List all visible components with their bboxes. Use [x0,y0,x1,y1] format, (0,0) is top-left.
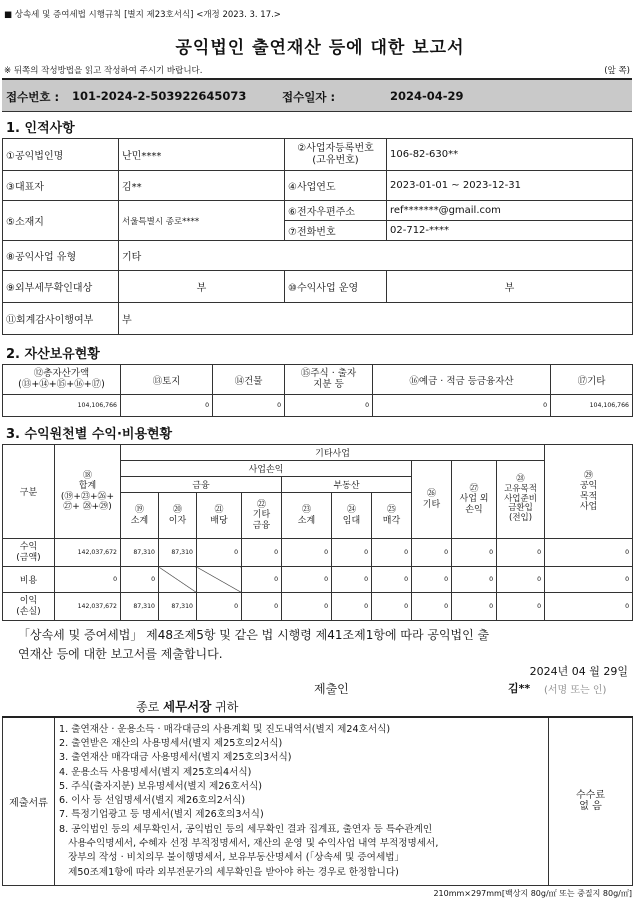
header-non-business: ㉗ 사업 외 손익 [452,461,497,539]
corp-name-label: ①공익법인명 [3,139,119,171]
table-cell: 0 [332,539,372,567]
bizno: 106-82-630** [387,139,633,171]
submit-date: 2024년 04 월 29일 [529,665,628,678]
asset-header-total: ⑫총자산가액 (⑬+⑭+⑮+⑯+⑰) [3,365,121,395]
statement-line-1: 「상속세 및 증여세법」 제48조제5항 및 같은 법 시행령 제41조제1항에 따라 공익법인 출 [18,628,490,642]
representative: 김** [119,171,285,201]
table-cell: 0 [452,539,497,567]
tax-office [136,697,238,715]
phone: 02-712-**** [387,221,633,241]
table-cell: 0 [242,567,282,593]
asset-value-building: 0 [213,395,285,417]
row-expense-label: 비용 [3,567,55,593]
table-cell: 0 [412,567,452,593]
header-etc: ㉖ 기타 [412,461,452,539]
external-audit-label: ⑨외부세무확인대상 [3,271,119,303]
asset-table [2,364,633,417]
header-lease: ㉔ 임대 [332,493,372,539]
asset-value-stock: 0 [285,395,373,417]
phone-label: ⑦전화번호 [285,221,387,241]
corp-name: 난민**** [119,139,285,171]
list-item: 2. 출연받은 재산의 사용명세서(별지 제25호의2서식) [59,737,283,749]
table-cell: 0 [282,539,332,567]
table-cell: 0 [497,539,545,567]
fiscal-year: 2023-01-01 ~ 2023-12-31 [387,171,633,201]
diagonal-cell [197,567,242,593]
business-type: 기타 [119,241,633,271]
section3-title: 3. 수익원천별 수익·비용현황 [6,427,173,442]
income-expense-table [2,444,633,621]
accounting-audit: 부 [119,303,633,335]
list-item: 6. 이사 등 선임명세서(별지 제26호의2서식) [59,795,246,807]
table-cell: 142,037,672 [55,593,121,621]
representative-label: ③대표자 [3,171,119,201]
diagonal-cell [159,567,197,593]
table-cell: 0 [545,593,633,621]
table-cell: 0 [197,593,242,621]
table-cell: 0 [332,567,372,593]
header-real-estate: 부동산 [282,477,412,493]
header-subtotal-real-estate: ㉓ 소계 [282,493,332,539]
asset-value-other: 104,106,766 [551,395,633,417]
profit-business-label: ⑩수익사업 운영 [285,271,387,303]
list-item: 5. 주식(출자지분) 보유명세서(별지 제26호서식) [59,780,263,792]
submitter-name: 김** [508,682,531,695]
table-cell: 0 [372,539,412,567]
table-cell: 0 [197,539,242,567]
external-audit: 부 [119,271,285,303]
list-item: 장부의 작성 · 비치의무 불이행명세서, 보유부동산명세서 (「상속세 및 증여세법」 [59,852,405,864]
table-cell: 0 [242,539,282,567]
fee-note: 수수료 없 음 [549,717,633,885]
page-side-label: (앞 쪽) [604,66,630,76]
receipt-date-label: 접수일자 : [282,90,336,104]
asset-value-financial: 0 [373,395,551,417]
tax-office-suffix: 귀하 [215,700,239,714]
header-gubun: 구분 [3,445,55,539]
personal-info-table [2,138,633,335]
table-cell: 0 [282,567,332,593]
table-cell: 0 [282,593,332,621]
accounting-audit-label: ⑪회계감사이행여부 [3,303,119,335]
email-label: ⑥전자우편주소 [285,201,387,221]
header-interest: ⑳ 이자 [159,493,197,539]
list-item: 1. 출연재산 · 운용소득 · 매각대금의 사용계획 및 진도내역서(별지 제24호서식) [59,723,391,735]
table-cell: 0 [242,593,282,621]
table-cell: 0 [412,539,452,567]
asset-header-financial: ⑯예금 · 적금 등금융자산 [373,365,551,395]
header-finance-other: ㉒ 기타 금융 [242,493,282,539]
bizno-label: ②사업자등록번호 (고유번호) [285,139,387,171]
table-cell: 0 [452,567,497,593]
receipt-number-label: 접수번호 : [6,90,60,104]
receipt-bar [2,78,632,112]
header-subtotal-finance: ⑲ 소계 [121,493,159,539]
table-cell: 0 [121,567,159,593]
statement-line-2: 연재산 등에 대한 보고서를 제출합니다. [18,647,223,661]
header-public-business: ㉙ 공익 목적 사업 [545,445,633,539]
asset-header-other: ⑰기타 [551,365,633,395]
list-item: 7. 특정기업광고 등 명세서(별지 제26호의3서식) [59,809,264,821]
table-cell: 0 [545,567,633,593]
asset-header-building: ⑭건물 [213,365,285,395]
list-item: 3. 출연재산 매각대금 사용명세서(별지 제25호의3서식) [59,752,292,764]
list-item: 8. 공익법인 등의 세무확인서, 공익법인 등의 세무확인 결과 집계표, 출연자 등 특수관계인 [59,823,433,835]
asset-value-land: 0 [121,395,213,417]
address-label: ⑤소재지 [3,201,119,241]
submission-docs-table [2,716,633,886]
table-cell: 87,310 [121,539,159,567]
tax-office-name: 세무서장 [163,699,212,714]
address: 서울특별시 종로**** [119,201,285,241]
profit-business: 부 [387,271,633,303]
asset-value-total: 104,106,766 [3,395,121,417]
table-cell: 0 [452,593,497,621]
email: ref*******@gmail.com [387,201,633,221]
signature-note: (서명 또는 인) [544,685,607,696]
receipt-date: 2024-04-29 [390,89,464,103]
section1-title: 1. 인적사항 [6,121,75,136]
header-total: ⑱ 합계 (⑲+㉓+㉖+ ㉗+ ㉘+㉙) [55,445,121,539]
table-cell: 142,037,672 [55,539,121,567]
submitter-label: 제출인 [314,682,349,696]
form-reference: ■ 상속세 및 증여세법 시행규칙 [별지 제23호서식] <개정 2023. 3. 17.> [4,10,281,20]
list-item: 사용수익명세서, 수혜자 선정 부적정명세서, 재산의 운영 및 수익사업 내역 부적정명세서, [59,837,439,849]
paper-size-note: 210mm×297mm[백상지 80g/㎡ 또는 중질지 80g/㎡] [433,889,632,898]
row-revenue-label: 수익 (금액) [3,539,55,567]
tax-office-prefix: 종로 [136,700,160,714]
docs-label: 제출서류 [3,717,55,885]
table-cell: 0 [55,567,121,593]
table-cell: 0 [497,567,545,593]
table-cell: 0 [412,593,452,621]
table-cell: 0 [545,539,633,567]
fiscal-year-label: ④사업연도 [285,171,387,201]
list-item: 제50조제1항에 따라 외부전문가의 세무확인을 받아야 하는 경우로 한정합니다) [59,866,399,878]
header-business-profit: 사업손익 [121,461,412,477]
docs-list [55,717,549,885]
list-item: 4. 운용소득 사용명세서(별지 제25호의4서식) [59,766,252,778]
asset-header-land: ⑬토지 [121,365,213,395]
table-cell: 87,310 [159,593,197,621]
table-cell: 0 [332,593,372,621]
business-type-label: ⑧공익사업 유형 [3,241,119,271]
header-reserve: ㉘ 고유목적 사업준비 금환입 (전입) [497,461,545,539]
table-cell: 0 [497,593,545,621]
table-cell: 0 [372,567,412,593]
document-title: 공익법인 출연재산 등에 대한 보고서 [175,38,465,58]
table-cell: 0 [372,593,412,621]
section2-title: 2. 자산보유현황 [6,347,100,362]
header-finance: 금융 [121,477,282,493]
receipt-number: 101-2024-2-503922645073 [72,89,247,103]
header-dividend: ㉑ 배당 [197,493,242,539]
table-cell: 87,310 [121,593,159,621]
instruction-note: ※ 뒤쪽의 작성방법을 읽고 작성하여 주시기 바랍니다. [4,66,203,76]
statement [18,626,489,664]
header-other-business: 기타사업 [121,445,545,461]
table-cell: 87,310 [159,539,197,567]
row-profit-label: 이익 (손실) [3,593,55,621]
asset-header-stock: ⑮주식 · 출자 지분 등 [285,365,373,395]
header-sale: ㉕ 매각 [372,493,412,539]
